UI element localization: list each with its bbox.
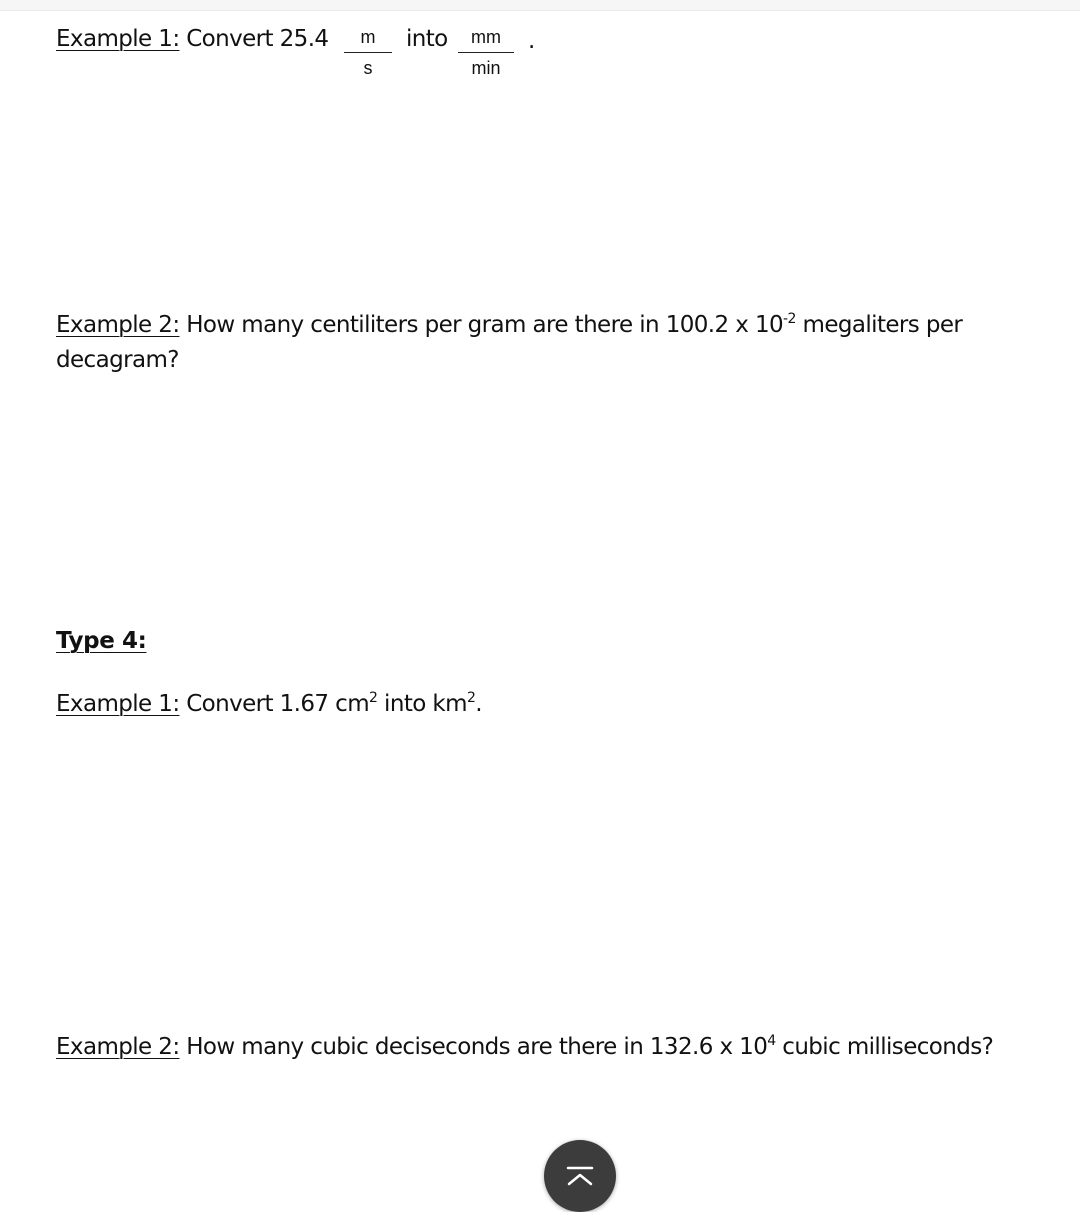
type-4-heading: Type 4: — [56, 628, 147, 654]
type4-example-2-label: Example 2: — [56, 1034, 180, 1060]
fraction-numerator: m — [344, 28, 392, 53]
example-2-label: Example 2: — [56, 312, 180, 338]
example-2-text: How many centiliters per gram are there in 100.2 x 10 — [179, 312, 784, 338]
example-1-into: into — [406, 26, 448, 52]
scroll-to-top-button[interactable] — [544, 1140, 616, 1212]
example-1-label: Example 1: — [56, 26, 180, 52]
type4-example-2-line — [56, 1033, 994, 1060]
exponent: 2 — [369, 690, 378, 706]
fraction-numerator: mm — [458, 28, 514, 53]
fraction-m-per-s — [344, 28, 392, 77]
example-1-line — [56, 28, 328, 51]
fraction-denominator: s — [363, 58, 373, 78]
fraction-denominator: min — [471, 58, 501, 78]
type4-example-2-text-cont: cubic milliseconds? — [775, 1034, 994, 1060]
example-1-text: Convert 25.4 — [179, 26, 329, 52]
type4-example-2-text: How many cubic deciseconds are there in 132.6 x 10 — [179, 1034, 768, 1060]
exponent: -2 — [783, 311, 796, 327]
exponent: 4 — [767, 1033, 776, 1049]
example-2-line-1 — [56, 311, 963, 338]
scroll-to-top-icon — [564, 1164, 596, 1188]
page-top-strip — [0, 0, 1080, 11]
exponent: 2 — [466, 690, 476, 706]
example-1-period: . — [528, 28, 535, 54]
type4-example-1-period: . — [475, 691, 482, 717]
type4-example-1-text-cont: into km — [377, 691, 467, 717]
example-2-line-2: decagram? — [56, 347, 179, 373]
example-2-text-cont: megaliters per — [795, 312, 963, 338]
type4-example-1-text: Convert 1.67 cm — [179, 691, 370, 717]
fraction-mm-per-min — [458, 28, 514, 77]
type4-example-1-label: Example 1: — [56, 691, 180, 717]
type4-example-1-line — [56, 690, 482, 717]
